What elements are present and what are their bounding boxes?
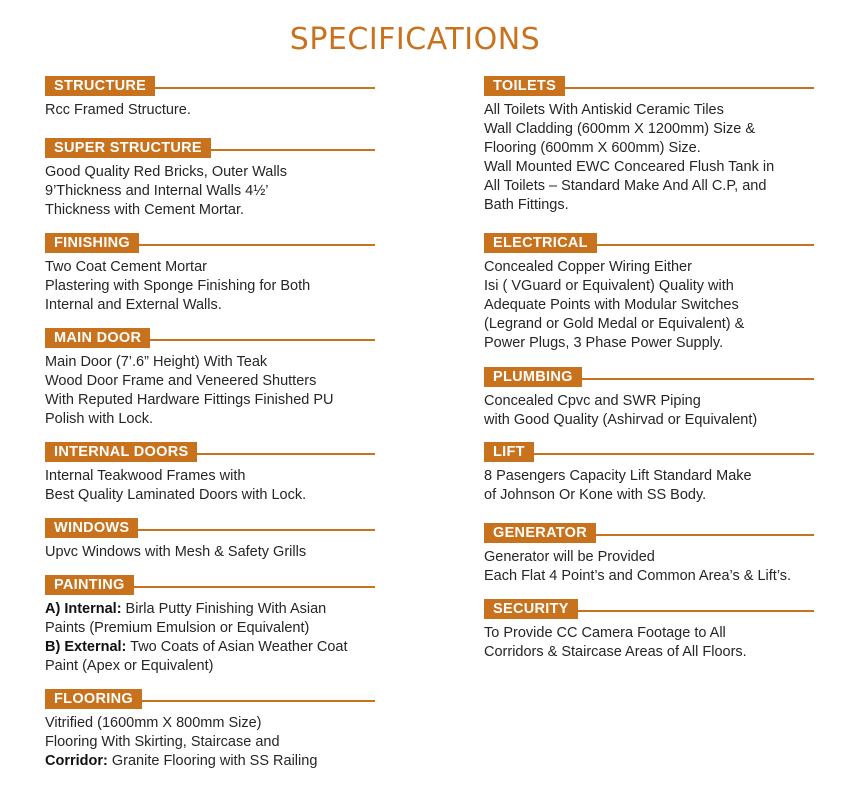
spec-line: Upvc Windows with Mesh & Safety Grills [45, 544, 307, 560]
spec-line [45, 638, 348, 657]
spec-section-plumbing [484, 367, 757, 430]
spec-section-structure [45, 76, 191, 120]
section-heading: SECURITY [484, 599, 578, 619]
spec-line: Flooring (600mm X 600mm) Size. [484, 140, 701, 156]
spec-line-text: Vitrified (1600mm X 800mm Size) [45, 715, 262, 731]
spec-line-text: Birla Putty Finishing With Asian [121, 601, 327, 617]
section-header [484, 367, 757, 387]
spec-line: (Legrand or Gold Medal or Equivalent) & [484, 316, 745, 332]
section-heading: FINISHING [45, 233, 139, 253]
spec-section-toilets [484, 76, 774, 215]
section-body [484, 548, 791, 586]
spec-line: Wood Door Frame and Veneered Shutters [45, 373, 317, 389]
spec-line: Good Quality Red Bricks, Outer Walls [45, 164, 288, 180]
spec-line [45, 733, 317, 752]
spec-section-internal-doors [45, 442, 306, 505]
spec-line: Polish with Lock. [45, 411, 153, 427]
spec-line: 8 Pasengers Capacity Lift Standard Make [484, 468, 752, 484]
section-heading: GENERATOR [484, 523, 596, 543]
spec-line: Bath Fittings. [484, 197, 569, 213]
spec-line: With Reputed Hardware Fittings Finished PU [45, 392, 334, 408]
spec-section-generator [484, 523, 791, 586]
section-header [484, 599, 747, 619]
section-heading: PLUMBING [484, 367, 582, 387]
spec-line [45, 752, 317, 771]
spec-line: All Toilets With Antiskid Ceramic Tiles [484, 102, 724, 118]
spec-line: Each Flat 4 Point’s and Common Area’s & Lift’s. [484, 568, 792, 584]
spec-line-text: Flooring With Skirting, Staircase and [45, 734, 280, 750]
spec-section-windows [45, 518, 306, 562]
spec-line-text: Paints (Premium Emulsion or Equivalent) [45, 620, 310, 636]
section-header [484, 442, 752, 462]
spec-line: Power Plugs, 3 Phase Power Supply. [484, 335, 724, 351]
section-heading: STRUCTURE [45, 76, 155, 96]
section-body [45, 258, 310, 315]
spec-line: All Toilets – Standard Make And All C.P, and [484, 178, 767, 194]
section-body [45, 101, 191, 120]
spec-line [45, 714, 317, 733]
spec-section-flooring [45, 689, 317, 771]
spec-line: To Provide CC Camera Footage to All [484, 625, 726, 641]
spec-line: Adequate Points with Modular Switches [484, 297, 739, 313]
spec-section-lift [484, 442, 752, 505]
section-header [45, 76, 191, 96]
section-header [45, 575, 348, 595]
spec-line-text: Paint (Apex or Equivalent) [45, 658, 214, 674]
section-body [45, 163, 287, 220]
spec-line-label: A) Internal: [45, 601, 122, 617]
spec-section-super-structure [45, 138, 287, 220]
section-heading: TOILETS [484, 76, 565, 96]
section-heading: LIFT [484, 442, 534, 462]
spec-line: Main Door (7’.6” Height) With Teak [45, 354, 268, 370]
section-body [484, 258, 744, 353]
spec-line [45, 600, 348, 619]
spec-line: Isi ( VGuard or Equivalent) Quality with [484, 278, 734, 294]
section-body [484, 624, 747, 662]
section-heading: INTERNAL DOORS [45, 442, 197, 462]
spec-line: Internal and External Walls. [45, 297, 222, 313]
section-body [484, 101, 774, 215]
spec-line: Corridors & Staircase Areas of All Floors. [484, 644, 747, 660]
section-heading: SUPER STRUCTURE [45, 138, 211, 158]
section-heading: FLOORING [45, 689, 142, 709]
spec-section-electrical [484, 233, 744, 353]
section-header [45, 689, 317, 709]
spec-line: of Johnson Or Kone with SS Body. [484, 487, 707, 503]
spec-line-label: Corridor: [45, 753, 108, 769]
spec-line: Internal Teakwood Frames with [45, 468, 246, 484]
spec-line: Thickness with Cement Mortar. [45, 202, 245, 218]
section-body [484, 392, 757, 430]
section-header [45, 518, 306, 538]
spec-line: with Good Quality (Ashirvad or Equivalent) [484, 412, 758, 428]
section-header [45, 328, 334, 348]
section-header [45, 442, 306, 462]
section-heading: PAINTING [45, 575, 134, 595]
spec-line: Concealed Cpvc and SWR Piping [484, 393, 701, 409]
section-header [484, 76, 774, 96]
page-title: SPECIFICATIONS [289, 22, 541, 57]
section-header [484, 233, 744, 253]
spec-line: Generator will be Provided [484, 549, 655, 565]
section-body [45, 353, 334, 429]
spec-line-label: B) External: [45, 639, 127, 655]
section-header [45, 233, 310, 253]
spec-line: Rcc Framed Structure. [45, 102, 191, 118]
spec-line: Concealed Copper Wiring Either [484, 259, 692, 275]
spec-line-text: Two Coats of Asian Weather Coat [126, 639, 348, 655]
section-body [484, 467, 752, 505]
spec-line: Plastering with Sponge Finishing for Both [45, 278, 311, 294]
spec-line: Best Quality Laminated Doors with Lock. [45, 487, 307, 503]
section-heading: ELECTRICAL [484, 233, 597, 253]
spec-section-security [484, 599, 747, 662]
section-heading: MAIN DOOR [45, 328, 150, 348]
section-body [45, 714, 317, 771]
spec-line: 9’Thickness and Internal Walls 4½’ [45, 183, 269, 199]
spec-line: Wall Mounted EWC Conceared Flush Tank in [484, 159, 775, 175]
spec-section-main-door [45, 328, 334, 429]
spec-line: Wall Cladding (600mm X 1200mm) Size & [484, 121, 756, 137]
section-body [45, 600, 348, 676]
section-header [45, 138, 287, 158]
spec-line: Two Coat Cement Mortar [45, 259, 207, 275]
spec-section-finishing [45, 233, 310, 315]
spec-line-text: Granite Flooring with SS Railing [107, 753, 318, 769]
spec-line [45, 619, 348, 638]
spec-line [45, 657, 348, 676]
section-body [45, 467, 306, 505]
spec-section-painting [45, 575, 348, 676]
section-body [45, 543, 306, 562]
section-heading: WINDOWS [45, 518, 138, 538]
section-header [484, 523, 791, 543]
